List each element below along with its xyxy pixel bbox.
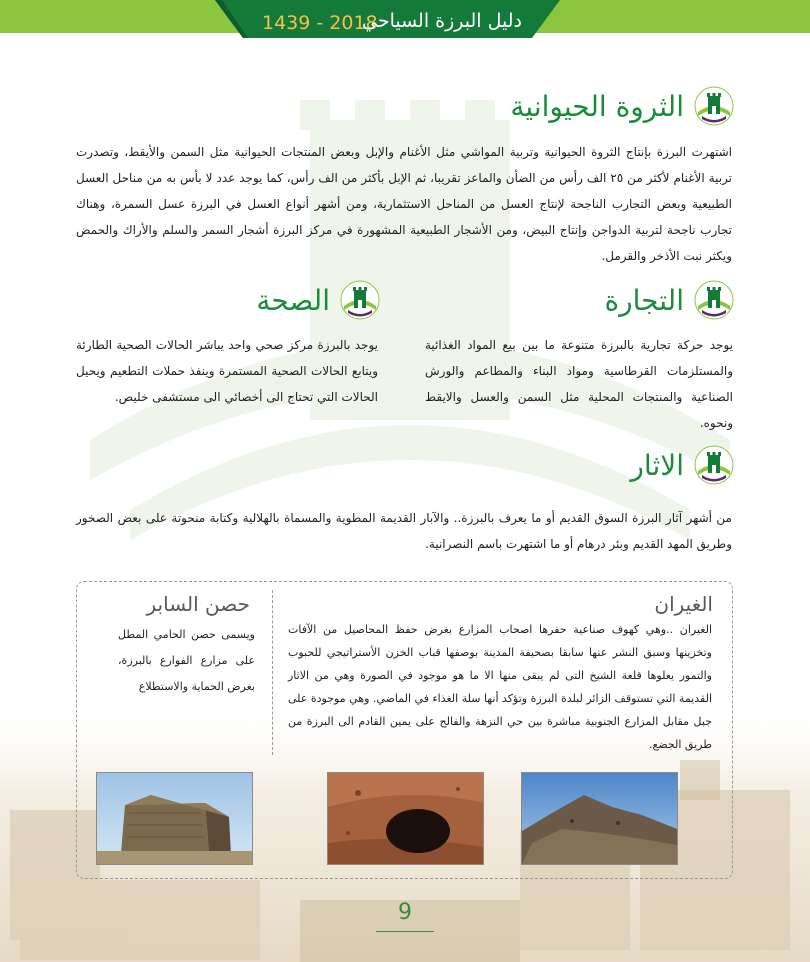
heading-trade-text: التجارة (604, 283, 684, 317)
livestock-paragraph (76, 139, 732, 269)
castle-emblem-icon (340, 280, 380, 320)
info-box-divider (272, 590, 273, 755)
header-years: 1439 - 2018 (262, 12, 378, 34)
antiquities-paragraph (76, 505, 732, 557)
health-paragraph (76, 332, 378, 410)
castle-emblem-icon (694, 86, 734, 126)
ghiran-title: الغيران (654, 592, 713, 616)
fort-title: حصن السابر (146, 592, 250, 616)
fort-ruin-image (97, 773, 252, 864)
page-number-underline (376, 931, 434, 932)
health-text: يوجد بالبرزة مركز صحي واحد يباشر الحالات الصحية الطارئة ويتابع الحالات الصحية المستمرة وينفذ حملات التطعيم ويحيل الحالات التي تحتاج الى أخصائي الى مستشفى خليص. (76, 338, 378, 404)
heading-trade (604, 280, 734, 320)
photo-mountain (521, 772, 678, 865)
page-number: 9 (398, 900, 412, 925)
ghiran-paragraph (288, 618, 712, 756)
heading-antiquities-text: الاثار (630, 448, 684, 482)
header-title: دليل البرزة السياحي (362, 10, 522, 32)
heading-livestock (510, 86, 734, 126)
fort-paragraph (118, 622, 255, 700)
mountain-image (522, 773, 677, 864)
heading-livestock-text: الثروة الحيوانية (510, 89, 684, 123)
antiquities-text: من أشهر آثار البرزة السوق القديم أو ما يعرف بالبرزة.. والآبار القديمة المطوية والمسماة بالهلالية وكتابة منحوتة على بعض الصخور وطريق المهد القديم وبئر درهام أو ما اشتهرت باسم النصرانية. (76, 511, 732, 551)
photo-fort (96, 772, 253, 865)
trade-paragraph (425, 332, 733, 436)
photo-cave (327, 772, 484, 865)
livestock-text: اشتهرت البرزة بإنتاج الثروة الحيوانية وتربية المواشي مثل الأغنام والإبل وبعض المنتجات الحيوانية مثل السمن والأيقط، وتصدرت تربية الأغنام لأكثر من ٢٥ الف رأس من الضأن والماعز تقريبا، ثم الإبل بأكثر من الف رأس، كما يوجد عدد لا بأس به من مناحل العسل الطبيعية وبعض التجارب الناجحة لإنتاج العسل من المناحل الاستثمارية، ومن أشهر أنواع العسل في البرزة عسل السمرة، وهناك تجارب ناجحة لتربية الدواجن وإنتاج البيض، ومن الأشجار الطبيعية المشهورة في مركز البرزة أشجار السمر والسلم والأراك والحمض ويكثر نبت الأذخر والقرمل. (76, 145, 732, 263)
trade-text: يوجد حركة تجارية بالبرزة متنوعة ما بين بيع المواد الغذائية والمستلزمات القرطاسية ومواد البناء والمطاعم والورش الصناعية والمنتجات المحلية مثل السمن والعسل والايقط ونحوه. (425, 338, 733, 430)
castle-emblem-icon (694, 445, 734, 485)
heading-health-text: الصحة (256, 283, 330, 317)
fort-text: ويسمى حصن الحامي المطل على مزارع الفوارع بالبرزة، بغرض الحماية والاستطلاع (118, 628, 255, 693)
castle-emblem-icon (694, 280, 734, 320)
ghiran-text: الغيران ..وهي كهوف صناعية حفرها اصحاب المزارع بغرض حفظ المحاصيل من الآفات وتخزينها وسبق النشر عنها سابقا بصحيفة المدينة بوصفها قباب الخزن الأستراتيجي للحبوب والتمور يعلوها قلعة الشيخ التى لم يبقى منها الا ما هو موجود في الصورة وهي من الاثار القديمة التي تستوقف الزائر لبلدة البرزة وتؤكد أنها سلة الغذاء في الماضي. وهي موجودة على جبل مقابل المزارع الجنوبية مباشرة بين حي النزهة والفالح على يمين القادم الى البرزة من طريق الجضع. (288, 623, 712, 751)
heading-antiquities (630, 445, 734, 485)
cave-image (328, 773, 483, 864)
heading-health (256, 280, 380, 320)
